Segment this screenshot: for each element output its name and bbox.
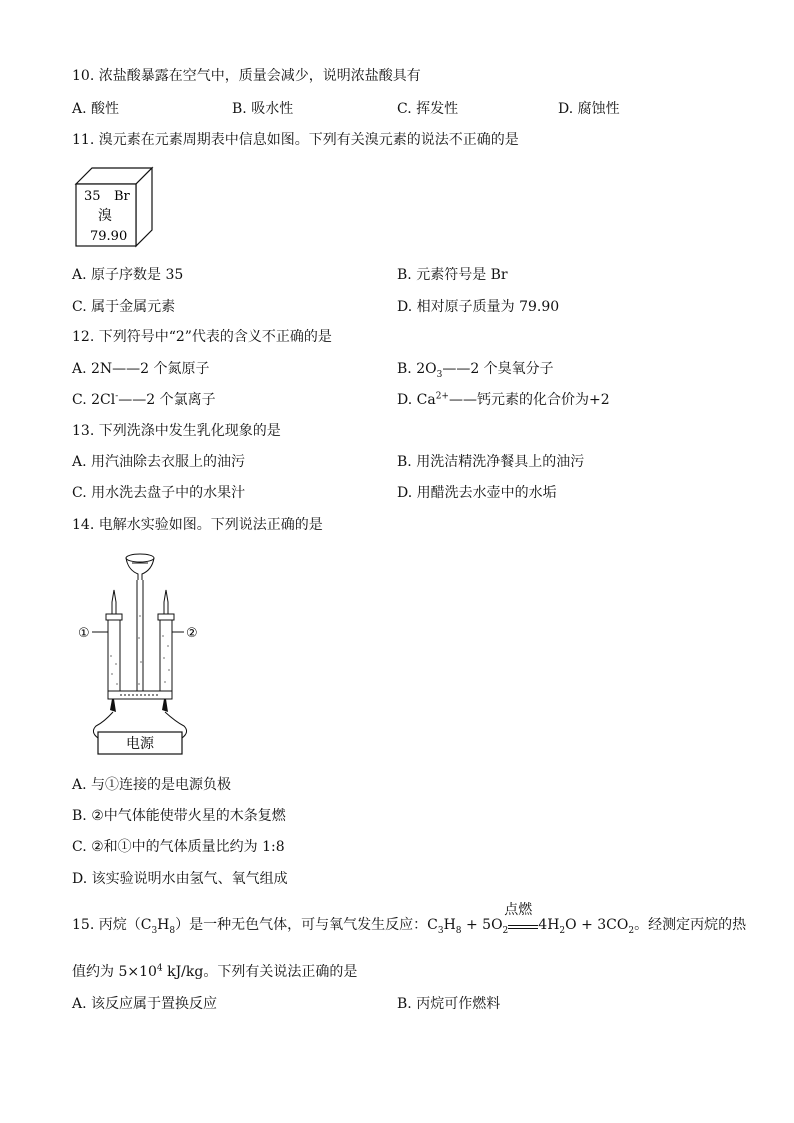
q15-option-a[interactable]: A. 该反应属于置换反应 (72, 996, 218, 1012)
q12-a-formula: A. 2N (72, 361, 113, 377)
q15-stem-start: 15. 丙烷（C (72, 917, 152, 933)
q15-eq-plus: + 5O (461, 917, 503, 933)
q10-stem: 10. 浓盐酸暴露在空气中，质量会减少，说明浓盐酸具有 (72, 68, 421, 84)
q15-eq-products-2: O + 3CO (565, 917, 629, 933)
q15-line2-exp: 4 (156, 963, 163, 974)
q14-stem: 14. 电解水实验如图。下列说法正确的是 (72, 517, 323, 533)
q11-option-a[interactable]: A. 原子序数是 35 (72, 267, 184, 283)
q12-d-formula: D. Ca (397, 392, 436, 408)
q15-eq-sub-o2: 2 (502, 925, 509, 936)
q15-stem-end: 。经测定丙烷的热 (634, 917, 747, 933)
q15-eq-h: H (443, 917, 456, 933)
q12-d-sup: 2+ (435, 391, 449, 402)
atomic-mass: 79.90 (90, 229, 128, 244)
element-name: 溴 (98, 208, 112, 224)
q12-b-sub: 3 (436, 369, 443, 380)
q15-eq-sub-co2: 2 (628, 925, 635, 936)
q15-option-b[interactable]: B. 丙烷可作燃料 (397, 996, 501, 1012)
q12-b-text: ——2 个臭氧分子 (442, 361, 554, 377)
q12-d-text: ——钙元素的化合价为+2 (448, 392, 610, 408)
q14-option-d[interactable]: D. 该实验说明水由氢气、氧气组成 (72, 871, 288, 887)
q12-c-sup: - (115, 391, 119, 402)
q10-option-d[interactable]: D. 腐蚀性 (558, 101, 620, 117)
q15-h: H (157, 917, 170, 933)
q13-stem: 13. 下列洗涤中发生乳化现象的是 (72, 423, 281, 439)
q12-a-text: ——2 个氮原子 (112, 361, 210, 377)
q10-option-a[interactable]: A. 酸性 (72, 101, 120, 117)
q12-b-formula: B. 2O (397, 361, 437, 377)
q13-option-d[interactable]: D. 用醋洗去水壶中的水垢 (397, 485, 557, 501)
tube-label-1: ① (78, 626, 90, 641)
q15-sub-h8: 8 (169, 925, 176, 936)
bromine-element-tile (74, 160, 154, 250)
q10-option-c[interactable]: C. 挥发性 (397, 101, 459, 117)
q11-option-b[interactable]: B. 元素符号是 Br (397, 267, 508, 283)
q15-sub-c3: 3 (151, 925, 158, 936)
q14-option-c[interactable]: C. ②和①中的气体质量比约为 1:8 (72, 839, 285, 855)
q11-stem: 11. 溴元素在元素周期表中信息如图。下列有关溴元素的说法不正确的是 (72, 132, 519, 148)
reaction-arrow (504, 902, 538, 929)
q13-option-a[interactable]: A. 用汽油除去衣服上的油污 (72, 454, 246, 470)
q12-option-d[interactable] (397, 391, 610, 409)
atomic-number: 35 (84, 189, 101, 204)
element-symbol: Br (114, 189, 130, 204)
q14-option-a[interactable]: A. 与①连接的是电源负极 (72, 777, 232, 793)
q15-eq-sub-h2: 2 (559, 925, 566, 936)
q15-stem-mid: ）是一种无色气体，可与氧气发生反应：C (175, 917, 438, 933)
q11-option-d[interactable]: D. 相对原子质量为 79.90 (397, 299, 560, 315)
q12-c-text: ——2 个氯离子 (118, 392, 216, 408)
tube-label-2: ② (186, 626, 198, 641)
electrolysis-apparatus-diagram (76, 546, 206, 760)
q15-stem-line1 (72, 902, 747, 936)
q12-stem: 12. 下列符号中“2”代表的含义不正确的是 (72, 329, 332, 345)
q12-c-formula: C. 2Cl (72, 392, 116, 408)
q15-eq-products-1: 4H (538, 917, 560, 933)
q12-option-c[interactable] (72, 391, 216, 409)
q11-option-c[interactable]: C. 属于金属元素 (72, 299, 176, 315)
reaction-condition: 点燃 (504, 902, 533, 918)
q10-option-b[interactable]: B. 吸水性 (232, 101, 294, 117)
q15-line2-a: 值约为 5×10 (72, 964, 157, 980)
q12-option-b[interactable] (397, 360, 554, 378)
q15-eq-sub-h8: 8 (455, 925, 462, 936)
power-source-label: 电源 (126, 736, 154, 752)
q12-option-a[interactable] (72, 360, 210, 378)
q13-option-b[interactable]: B. 用洗洁精洗净餐具上的油污 (397, 454, 585, 470)
q15-eq-sub-c3: 3 (437, 925, 444, 936)
q13-option-c[interactable]: C. 用水洗去盘子中的水果汁 (72, 485, 246, 501)
q15-stem-line2 (72, 963, 357, 981)
q15-line2-b: kJ/kg。下列有关说法正确的是 (162, 964, 358, 980)
q14-option-b[interactable]: B. ②中气体能使带火星的木条复燃 (72, 808, 286, 824)
